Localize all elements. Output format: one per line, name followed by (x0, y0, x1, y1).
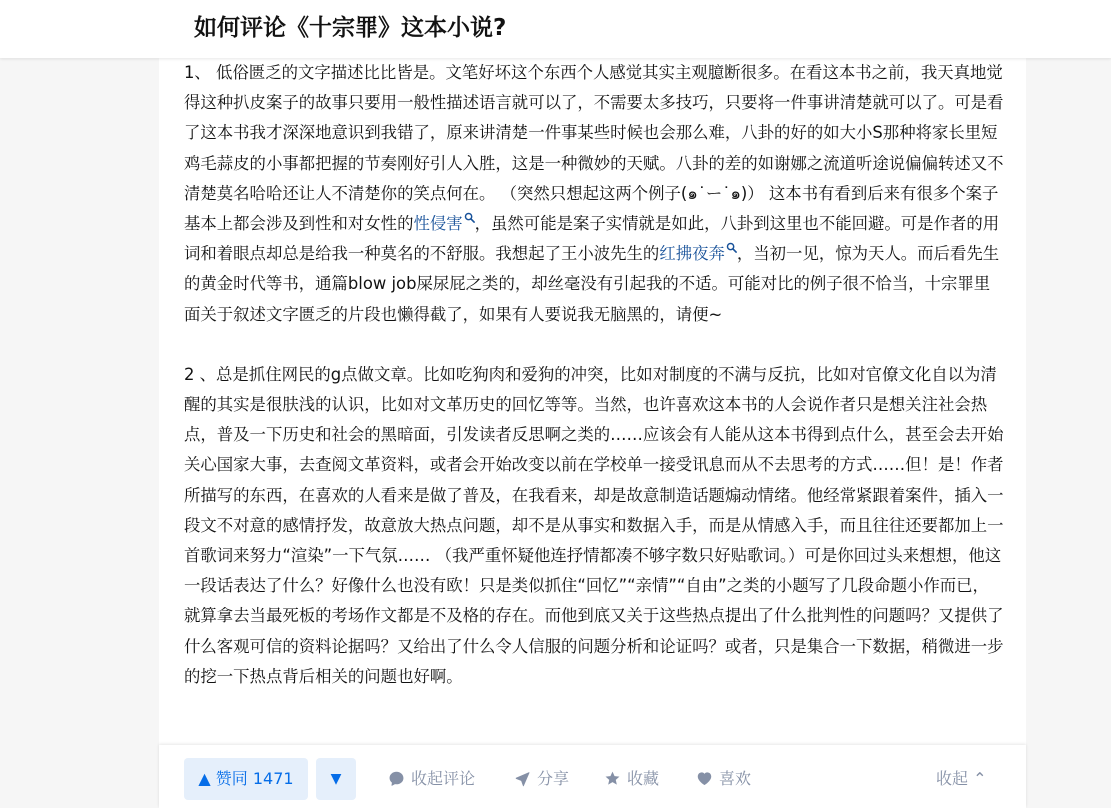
answer-text-run: 1、 低俗匮乏的文字描述比比皆是。文笔好坏这个东西个人感觉其实主观臆断很多。在看这本书之前，我天真地觉得这种扒皮案子的故事只要用一般性描述语言就可以了，不需要太多技巧，只要将一件事讲清楚就可以了。可是看了这本书我才深深地意识到我错了，原来讲清楚一件事某些时候也会那么难，八卦的好的如大小S那种将家长里短鸡毛蒜皮的小事都把握的节奏刚好引人入胜，这是一种微妙的天赋。八卦的差的如谢娜之流道听途说偏偏转述又不清楚莫名哈哈还让人不清楚你的笑点何在。 （突然只想起这两个例子(๑˙ー˙๑)） 这本书有看到后来有很多个案子基本上都会涉及到性和对女性的 (184, 63, 1004, 234)
search-icon (464, 212, 475, 223)
answer-paragraph-2: 2 、总是抓住网民的g点做文章。比如吃狗肉和爱狗的冲突，比如对制度的不满与反抗，比如对官僚文化自以为清醒的其实是很肤浅的认识，比如对文革历史的回忆等等。当然，也许喜欢这本书的人会说作者只是想关注社会热点，普及一下历史和社会的黑暗面，引发读者反思啊之类的……应该会有人能从这本书得到点什么，甚至会去开始关心国家大事，去查阅文革资料，或者会开始改变以前在学校单一接受讯息而从不去思考的方式……但！是！作者所描写的东西，在喜欢的人看来是做了普及，在我看来，却是故意制造话题煽动情绪。他经常紧跟着案件，插入一段文不对意的感情抒发，故意放大热点问题，却不是从事实和数据入手，而是从情感入手，而且往往还要都加上一首歌词来努力“渲染”一下气氛…… （我严重怀疑他连抒情都凑不够字数只好贴歌词。）可是你回过头来想想，他这一段话表达了什么？好像什么也没有欧！只是类似抓住“回忆”“亲情”“自由”之类的小题写了几段命题小作而已，就算拿去当最死板的考场作文都是不及格的存在。而他到底又关于这些热点提出了什么批判性的问题吗？又提供了什么客观可信的资料论据吗？又给出了什么令人信服的问题分析和论证吗？或者，只是集合一下数据，稍微进一步的挖一下热点背后相关的问题也好啊。 (184, 364, 1004, 686)
downvote-button[interactable]: ▼ (316, 758, 356, 800)
search-icon (726, 242, 737, 253)
keyword-search-link[interactable] (413, 214, 474, 233)
question-title: 如何评论《十宗罪》这本小说? (194, 15, 507, 41)
favorite-label: 收藏 (627, 769, 660, 788)
share-icon (514, 770, 531, 787)
keyword-label: 红拂夜奔 (659, 244, 725, 264)
favorite-button[interactable] (604, 758, 659, 800)
answer-text-run: ，虽然可能是案子实情就是如此，八卦到这里也不能回避。可是作者的用词和着眼点却总是给我一种莫名的不舒服。我想起了王小波先生的 (184, 214, 1000, 264)
collapse-button[interactable]: 收起 ⌃ (936, 769, 987, 788)
comment-button[interactable] (388, 758, 475, 800)
comment-label: 收起评论 (411, 769, 476, 788)
answer-paragraph-1 (184, 58, 1004, 330)
heart-icon (696, 770, 713, 787)
answer-text-run: ，当初一见，惊为天人。而后看先生的黄金时代等书，通篇blow job屎尿屁之类的，却丝毫没有引起我的不适。可能对比的例子很不恰当，十宗罪里面关于叙述文字匮乏的片段也懒得截了，如果有人要说我无脑黑的，请便~ (184, 244, 1000, 324)
share-label: 分享 (537, 769, 570, 788)
keyword-label: 性侵害 (413, 214, 463, 234)
comment-icon (388, 770, 405, 787)
upvote-button[interactable]: ▲ 赞同 1471 (184, 758, 308, 800)
share-button[interactable] (514, 758, 569, 800)
like-label: 喜欢 (719, 769, 752, 788)
keyword-search-link[interactable] (659, 244, 737, 263)
answer-card (159, 58, 1026, 808)
like-button[interactable] (696, 758, 751, 800)
star-icon (604, 770, 621, 787)
page-header (0, 0, 1111, 58)
content-action-bar (159, 745, 1026, 808)
answer-content (184, 58, 1004, 692)
